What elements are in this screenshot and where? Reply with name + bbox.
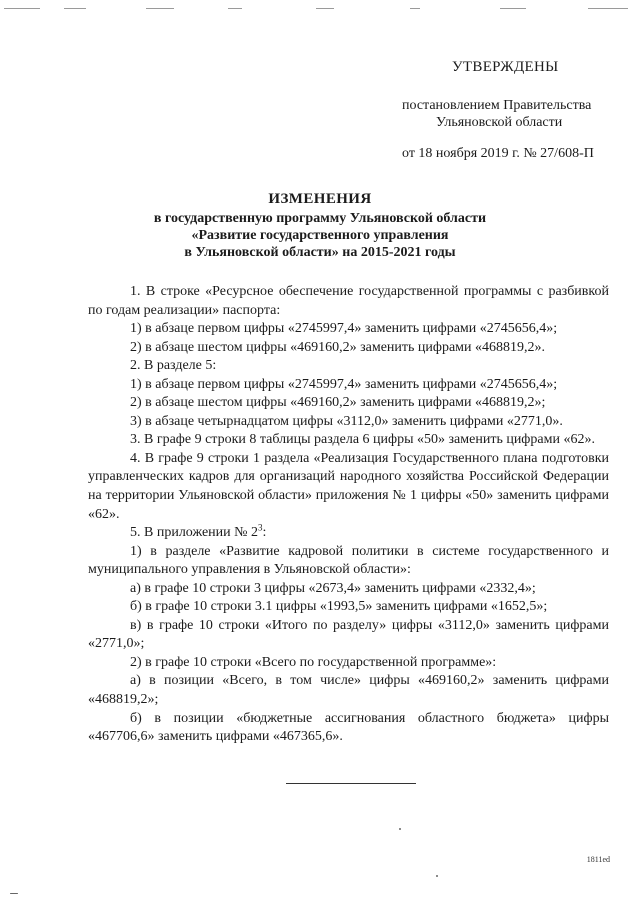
approval-line-1: постановлением Правительства — [402, 98, 592, 113]
paragraph-5-colon: : — [262, 525, 267, 541]
paragraph-5-1-b: б) в графе 10 строки 3.1 цифры «1993,5» заменить цифрами «1652,5»; — [130, 599, 548, 615]
approval-title: УТВЕРЖДЕНЫ — [452, 59, 559, 75]
superscript-3: 3 — [258, 522, 263, 533]
paragraph-5-text: 5. В приложении № 2 — [130, 525, 258, 541]
document-heading — [0, 191, 640, 261]
approval-date-number: от 18 ноября 2019 г. № 27/608-П — [402, 146, 594, 161]
closing-rule — [286, 783, 416, 784]
paragraph-4: 4. В графе 9 строки 1 раздела «Реализация Государственного плана подготовки управленческих кадров для организаций народного хозяйства Российской Федерации на территории Ульяновской области» приложения № 1 цифры «50» заменить цифрами «62». — [88, 450, 609, 522]
paragraph-2: 2. В разделе 5: — [130, 358, 217, 374]
scan-speck — [436, 875, 438, 877]
paragraph-5-1-a: а) в графе 10 строки 3 цифры «2673,4» заменить цифрами «2332,4»; — [130, 580, 536, 596]
scan-speck — [10, 893, 18, 894]
heading-line-3: «Развитие государственного управления — [191, 228, 449, 243]
paragraph-5-1: 1) в разделе «Развитие кадровой политики в системе государственного и муниципального управления в Ульяновской области»: — [88, 543, 609, 578]
paragraph-3: 3. В графе 9 строки 8 таблицы раздела 6 цифры «50» заменить цифрами «62». — [130, 432, 595, 448]
paragraph-1: 1. В строке «Ресурсное обеспечение государственной программы с разбивкой по годам реализации» паспорта: — [88, 284, 609, 318]
paragraph-5-2-b: б) в позиции «бюджетные ассигнования областного бюджета» цифры «467706,6» заменить цифрами «467365,6». — [88, 710, 609, 745]
scan-artifact-strip — [0, 8, 640, 12]
paragraph-2-2: 2) в абзаце шестом цифры «469160,2» заменить цифрами «468819,2»; — [130, 395, 546, 411]
paragraph-2-3: 3) в абзаце четырнадцатом цифры «3112,0» заменить цифрами «2771,0». — [130, 413, 563, 429]
paragraph-1-2: 2) в абзаце шестом цифры «469160,2» заменить цифрами «468819,2». — [130, 339, 546, 355]
heading-title: ИЗМЕНЕНИЯ — [268, 191, 372, 207]
heading-line-2: в государственную программу Ульяновской области — [153, 211, 487, 226]
paragraph-5-2: 2) в графе 10 строки «Всего по государственной программе»: — [130, 654, 497, 670]
paragraph-5-2-a: а) в позиции «Всего, в том числе» цифры «469160,2» заменить цифрами «468819,2»; — [88, 673, 609, 708]
approval-line-2: Ульяновской области — [436, 115, 563, 130]
document-body — [88, 283, 609, 747]
paragraph-5 — [88, 524, 609, 543]
scan-speck — [399, 828, 401, 830]
document-code: 1811ed — [586, 855, 610, 864]
paragraph-2-1: 1) в абзаце первом цифры «2745997,4» заменить цифрами «2745656,4»; — [130, 376, 558, 392]
paragraph-5-1-v: в) в графе 10 строки «Итого по разделу» цифры «3112,0» заменить цифрами «2771,0»; — [88, 617, 609, 652]
paragraph-1-1: 1) в абзаце первом цифры «2745997,4» заменить цифрами «2745656,4»; — [130, 321, 558, 337]
heading-line-4: в Ульяновской области» на 2015-2021 годы — [184, 245, 456, 260]
